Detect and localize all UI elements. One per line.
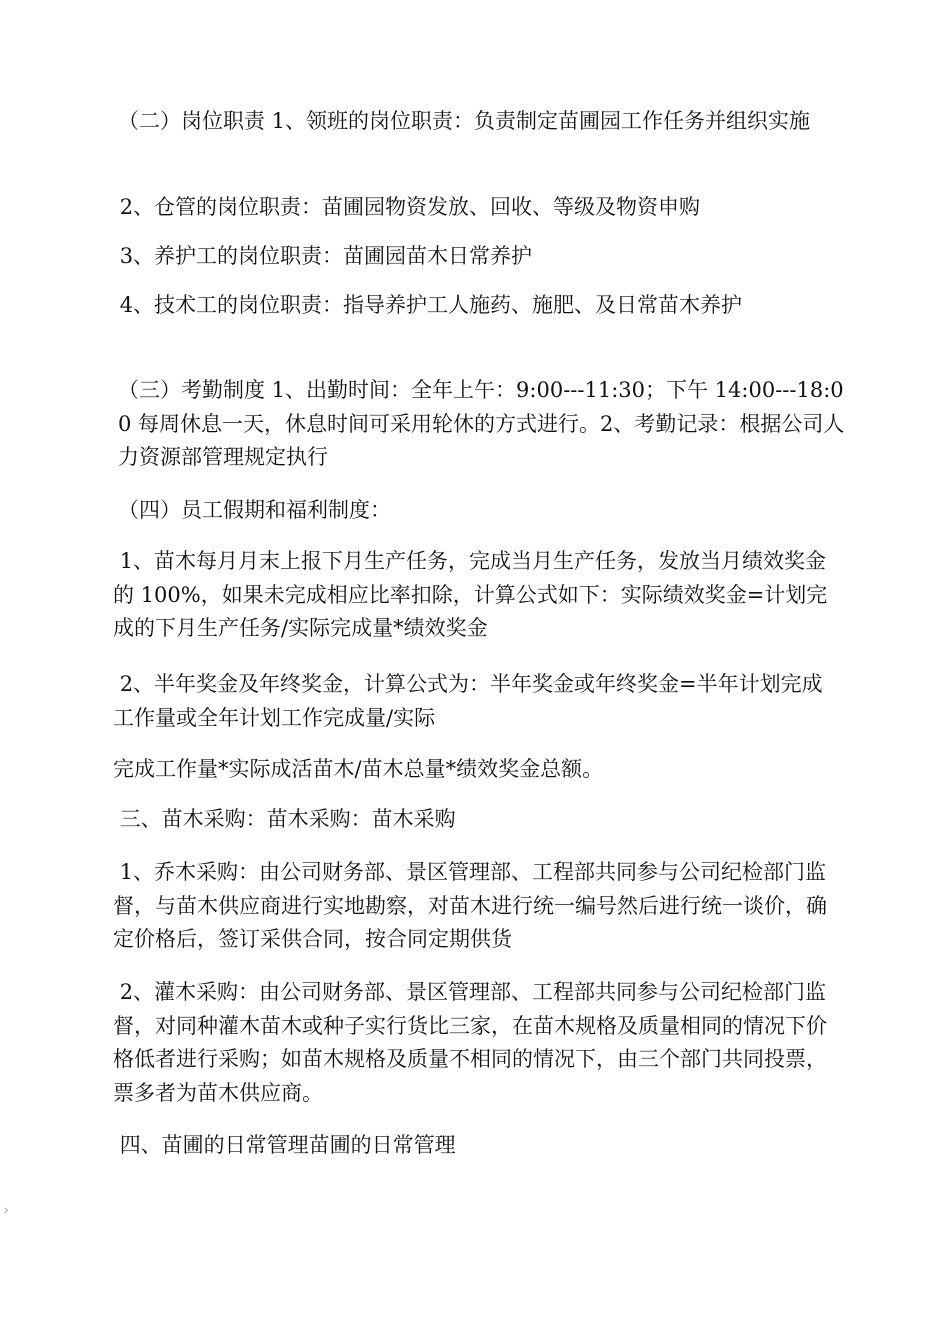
paragraph-warehouse-duties: 2、仓管的岗位职责：苗圃园物资发放、回收、等级及物资申购 — [113, 195, 701, 219]
paragraph-job-duties-heading: （二）岗位职责 1、领班的岗位职责：负责制定苗圃园工作任务并组织实施 — [118, 109, 811, 133]
paragraph-shrub-purchase: 2、灌木采购：由公司财务部、景区管理部、工程部共同参与公司纪检部门监督，对同种灌木苗木或种子实行货比三家，在苗木规格及质量相同的情况下价格低者进行采购；如苗木规格及质量不相同的情况下，由三个部门共同投票，票多者为苗木供应商。 — [113, 980, 827, 1105]
paragraph-leave-benefits-heading: （四）员工假期和福利制度： — [118, 498, 391, 522]
paragraph-annual-bonus-formula: 完成工作量*实际成活苗木/苗木总量*绩效奖金总额。 — [113, 757, 604, 781]
paragraph-seedling-purchase-heading: 三、苗木采购：苗木采购：苗木采购 — [113, 807, 456, 831]
paragraph-technician-duties: 4、技术工的岗位职责：指导养护工人施药、施肥、及日常苗木养护 — [113, 293, 743, 317]
page-edge-mark: › — [4, 1203, 9, 1217]
paragraph-daily-management-heading: 四、苗圃的日常管理苗圃的日常管理 — [113, 1133, 456, 1157]
paragraph-tree-purchase: 1、乔木采购：由公司财务部、景区管理部、工程部共同参与公司纪检部门监督，与苗木供应商进行实地勘察，对苗木进行统一编号然后进行统一谈价，确定价格后，签订采供合同，按合同定期供货 — [113, 860, 827, 951]
paragraph-maintenance-duties: 3、养护工的岗位职责：苗圃园苗木日常养护 — [113, 244, 533, 268]
paragraph-monthly-bonus: 1、苗木每月月末上报下月生产任务，完成当月生产任务，发放当月绩效奖金的 100%，如果未完成相应比率扣除，计算公式如下：实际绩效奖金=计划完成的下月生产任务/实际完成量*绩效奖金 — [113, 549, 828, 640]
paragraph-attendance-rules: （三）考勤制度 1、出勤时间：全年上午：9:00---11:30；下午 14:00---18:00 每周休息一天，休息时间可采用轮休的方式进行。2、考勤记录：根据公司人力资源部管理规定执行 — [118, 378, 845, 469]
paragraph-annual-bonus: 2、半年奖金及年终奖金，计算公式为：半年奖金或年终奖金=半年计划完成工作量或全年计划工作完成量/实际 — [113, 672, 823, 730]
